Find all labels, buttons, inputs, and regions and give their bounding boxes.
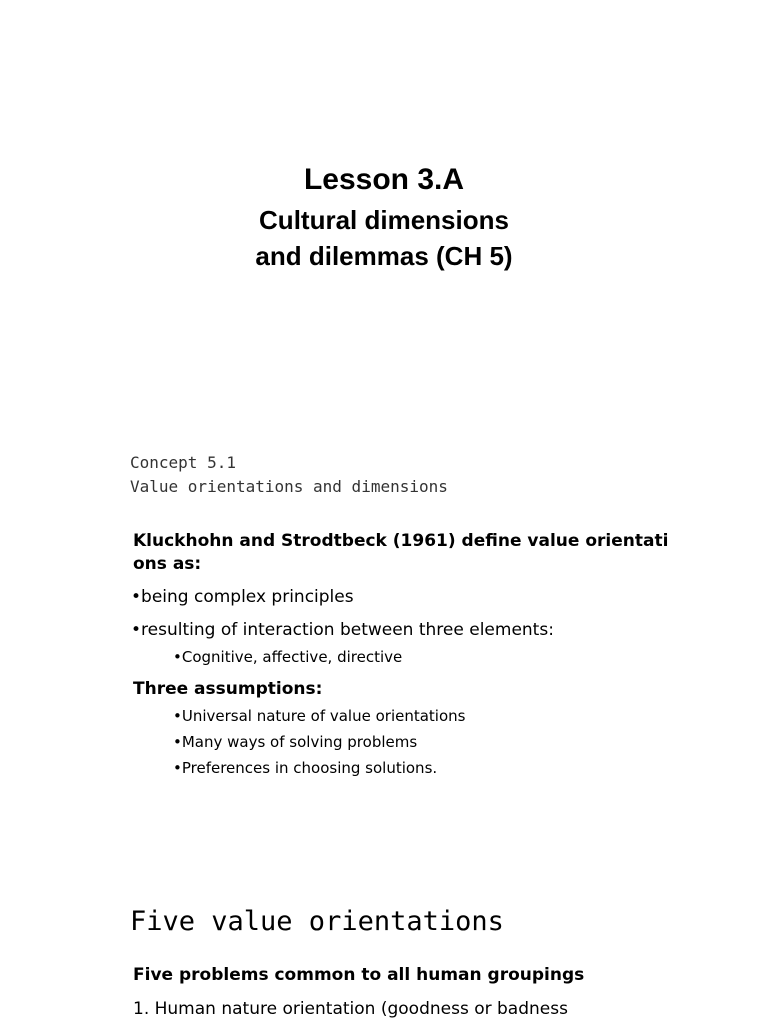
concept-label: Concept 5.1 <box>130 453 236 472</box>
assumption-item: •Preferences in choosing solutions. <box>173 759 438 777</box>
bullet-item: •resulting of interaction between three elements: <box>131 620 554 640</box>
definition-heading <box>133 530 668 576</box>
bullet-item: •being complex principles <box>131 587 354 607</box>
assumptions-heading: Three assumptions: <box>133 679 323 699</box>
subtitle-line-1: Cultural dimensions <box>259 205 509 235</box>
concept-title: Value orientations and dimensions <box>130 477 448 496</box>
five-problems-heading: Five problems common to all human groupings <box>133 965 585 985</box>
assumption-item: •Many ways of solving problems <box>173 733 418 751</box>
lesson-subtitle <box>0 202 768 274</box>
definition-line-2: ons as: <box>133 554 202 574</box>
numbered-list-item: 1. Human nature orientation (goodness or badness <box>133 999 568 1019</box>
subtitle-line-2: and dilemmas (CH 5) <box>255 241 513 271</box>
assumption-item: •Universal nature of value orientations <box>173 707 466 725</box>
five-orientations-title: Five value orientations <box>130 906 504 937</box>
sub-bullet-item: •Cognitive, affective, directive <box>173 648 403 666</box>
lesson-title: Lesson 3.A <box>303 163 465 196</box>
definition-line-1: Kluckhohn and Strodtbeck (1961) define value orientati <box>133 531 669 551</box>
